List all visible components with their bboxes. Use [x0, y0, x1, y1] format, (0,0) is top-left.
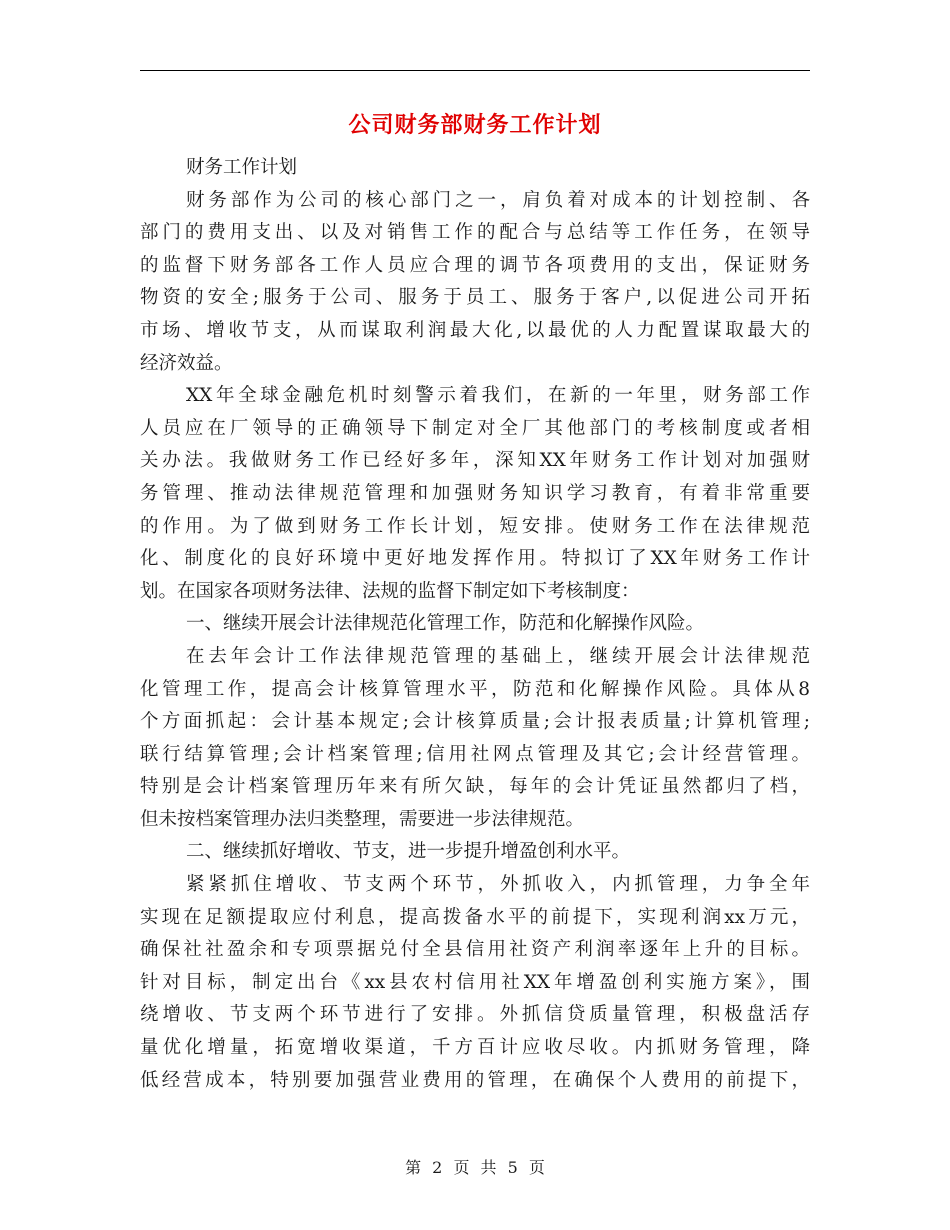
body-line: 划。在国家各项财务法律、法规的监督下制定如下考核制度：	[140, 580, 640, 602]
body-line: 市场、增收节支，从而谋取利润最大化,以最优的人力配置谋取最大的	[140, 319, 810, 341]
document-title: 公司财务部财务工作计划	[348, 113, 602, 138]
body-line: 二、继续抓好增收、节支，进一步提升增盈创利水平。	[186, 841, 631, 863]
body-line: 联行结算管理;会计档案管理;信用社网点管理及其它;会计经营管理。	[140, 743, 810, 765]
body-line: 财务工作计划	[186, 157, 298, 178]
body-line: 紧紧抓住增收、节支两个环节，外抓收入，内抓管理，力争全年	[186, 874, 810, 896]
header-rule	[140, 70, 810, 71]
page-footer: 第 2 页 共 5 页	[405, 1158, 545, 1177]
body-line: 针对目标，制定出台《xx县农村信用社XX年增盈创利实施方案》，围	[140, 971, 810, 993]
body-line: 低经营成本，特别要加强营业费用的管理，在确保个人费用的前提下，	[140, 1069, 810, 1091]
body-line: 特别是会计档案管理历年来有所欠缺，每年的会计凭证虽然都归了档，	[140, 776, 810, 798]
body-line: 但未按档案管理办法归类整理，需要进一步法律规范。	[140, 808, 585, 830]
body-line: 一、继续开展会计法律规范化管理工作，防范和化解操作风险。	[186, 613, 705, 635]
body-line: XX年全球金融危机时刻警示着我们，在新的一年里，财务部工作	[186, 385, 810, 407]
document-body	[140, 152, 810, 1097]
body-line: 关办法。我做财务工作已经好多年，深知XX年财务工作计划对加强财	[140, 450, 810, 472]
body-line: 化、制度化的良好环境中更好地发挥作用。特拟订了XX年财务工作计	[140, 548, 810, 570]
body-line: 在去年会计工作法律规范管理的基础上，继续开展会计法律规范	[186, 645, 810, 667]
body-line: 确保社社盈余和专项票据兑付全县信用社资产利润率逐年上升的目标。	[140, 939, 810, 961]
body-line: 的作用。为了做到财务工作长计划，短安排。使财务工作在法律规范	[140, 515, 810, 537]
body-line: 实现在足额提取应付利息，提高拨备水平的前提下，实现利润xx万元，	[140, 906, 810, 928]
body-line: 化管理工作，提高会计核算管理水平，防范和化解操作风险。具体从8	[140, 678, 810, 700]
body-line: 财务部作为公司的核心部门之一，肩负着对成本的计划控制、各	[186, 189, 810, 211]
body-line: 经济效益。	[140, 352, 233, 374]
body-line: 量优化增量，拓宽增收渠道，千方百计应收尽收。内抓财务管理，降	[140, 1037, 810, 1059]
body-line: 绕增收、节支两个环节进行了安排。外抓信贷质量管理，积极盘活存	[140, 1004, 810, 1026]
body-line: 个方面抓起：会计基本规定;会计核算质量;会计报表质量;计算机管理;	[140, 711, 810, 733]
body-line: 的监督下财务部各工作人员应合理的调节各项费用的支出，保证财务	[140, 254, 810, 276]
body-line: 人员应在厂领导的正确领导下制定对全厂其他部门的考核制度或者相	[140, 417, 810, 439]
body-line: 务管理、推动法律规范管理和加强财务知识学习教育，有着非常重要	[140, 482, 810, 504]
body-line: 物资的安全;服务于公司、服务于员工、服务于客户,以促进公司开拓	[140, 287, 810, 309]
body-line: 部门的费用支出、以及对销售工作的配合与总结等工作任务，在领导	[140, 222, 810, 244]
